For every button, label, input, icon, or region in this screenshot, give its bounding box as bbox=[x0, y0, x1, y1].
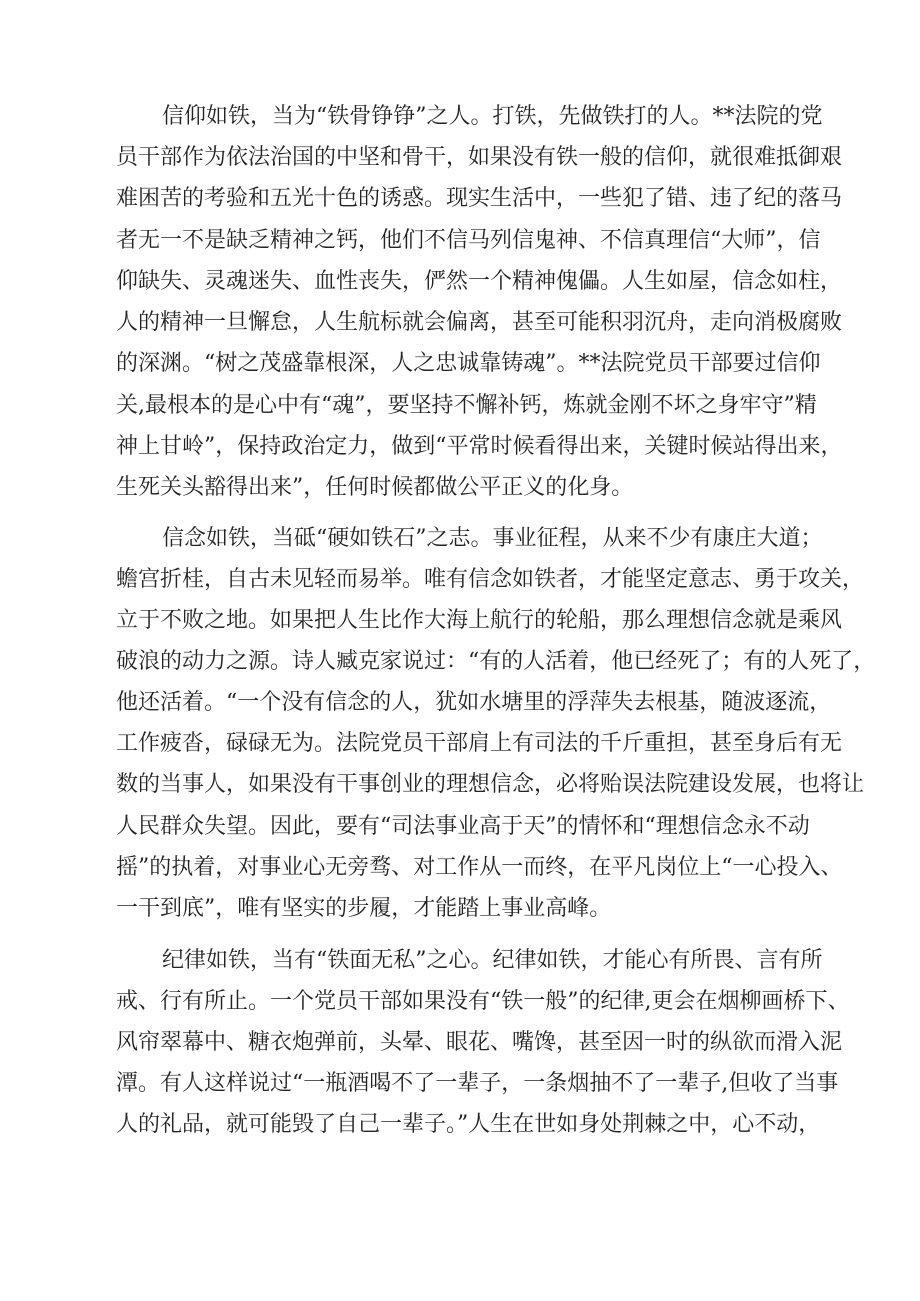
paragraph-line: 的深渊。“树之茂盛靠根深，人之忠诚靠铸魂”。**法院党员干部要过信仰 bbox=[116, 351, 821, 376]
paragraph-line: 潭。有人这样说过“一瓶酒喝不了一辈子，一条烟抽不了一辈子,但收了当事 bbox=[116, 1071, 839, 1096]
paragraph-line: 关,最根本的是心中有“魂”，要坚持不懈补钙，炼就金刚不坏之身牢守”精 bbox=[116, 393, 817, 418]
paragraph-line: 风帘翠幕中、糖衣炮弹前，头晕、眼花、嘴馋，甚至因一时的纵欲而滑入泥 bbox=[116, 1030, 843, 1055]
paragraph-line: 员干部作为依法治国的中坚和骨干，如果没有铁一般的信仰，就很难抵御艰 bbox=[116, 145, 843, 170]
paragraph-line: 戒、行有所止。一个党员干部如果没有“铁一般”的纪律,更会在烟柳画桥下、 bbox=[116, 989, 850, 1014]
paragraph-line: 蟾宫折桂，自古未见轻而易举。唯有信念如铁者，才能坚定意志、勇于攻关， bbox=[116, 567, 865, 592]
paragraph-line: 者无一不是缺乏精神之钙，他们不信马列信鬼神、不信真理信“大师”，信 bbox=[116, 228, 821, 253]
paragraph-line: 立于不败之地。如果把人生比作大海上航行的轮船，那么理想信念就是乘风 bbox=[116, 608, 843, 633]
paragraph-line: 纪律如铁，当有“铁面无私”之心。纪律如铁，才能心有所畏、言有所 bbox=[162, 948, 823, 973]
paragraph-line: 信念如铁，当砥“硬如铁石”之志。事业征程，从来不少有康庄大道； bbox=[162, 526, 823, 551]
paragraph-line: 神上甘岭”，保持政治定力，做到“平常时候看得出来，关键时候站得出来， bbox=[116, 434, 843, 459]
paragraph-line: 信仰如铁，当为“铁骨铮铮”之人。打铁，先做铁打的人。**法院的党 bbox=[162, 104, 823, 129]
paragraph-line: 人民群众失望。因此，要有“司法事业高于天”的情怀和“理想信念永不动 bbox=[116, 814, 810, 839]
paragraph-line: 摇”的执着，对事业心无旁骛、对工作从一而终，在平凡岗位上“一心投入、 bbox=[116, 855, 843, 880]
paragraph-line: 仰缺失、灵魂迷失、血性丧失，俨然一个精神傀儡。人生如屋，信念如柱， bbox=[116, 269, 843, 294]
paragraph-line: 破浪的动力之源。诗人臧克家说过：“有的人活着，他已经死了；有的人死了， bbox=[116, 649, 876, 674]
paragraph-line: 人的礼品，就可能毁了自己一辈子。”人生在世如身处荆棘之中，心不动， bbox=[116, 1112, 821, 1137]
paragraph-line: 一干到底”，唯有坚实的步履，才能踏上事业高峰。 bbox=[116, 896, 612, 921]
paragraph-line: 人的精神一旦懈怠，人生航标就会偏离，甚至可能积羽沉舟，走向消极腐败 bbox=[116, 310, 843, 335]
paragraph-line: 数的当事人，如果没有干事创业的理想信念，必将贻误法院建设发展，也将让 bbox=[116, 772, 865, 797]
paragraph-line: 工作疲沓，碌碌无为。法院党员干部肩上有司法的千斤重担，甚至身后有无 bbox=[116, 731, 843, 756]
paragraph-line: 难困苦的考验和五光十色的诱惑。现实生活中，一些犯了错、违了纪的落马 bbox=[116, 186, 843, 211]
paragraph-line: 他还活着。“一个没有信念的人，犹如水塘里的浮萍失去根基，随波逐流， bbox=[116, 690, 832, 715]
paragraph-line: 生死关头豁得出来”，任何时候都做公平正义的化身。 bbox=[116, 475, 634, 500]
